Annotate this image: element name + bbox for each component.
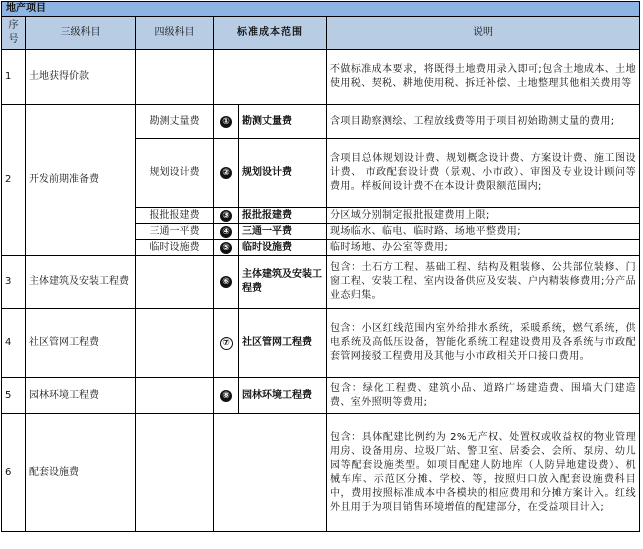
sub-standard: 规划设计费 [239,139,327,208]
row-level4 [136,256,214,309]
row-desc: 包含：土石方工程、基础工程、结构及粗装修、公共部位装修、门窗工程、安装工程、室内设备供应及安装、户内精装修费用;分产品业态归集。 [327,256,640,309]
row-level3: 社区管网工程费 [26,309,136,378]
sub-standard: 勘测丈量费 [239,105,327,139]
row-standard [214,414,327,532]
row-level3: 土地获得价款 [26,50,136,105]
bottom-crop [0,543,643,549]
row-seq: 3 [2,256,26,309]
marker-icon [214,378,239,414]
sub-level4: 临时设施费 [136,240,214,256]
row-level4 [136,378,214,414]
header-standard: 标准成本范围 [214,17,327,50]
table-row [2,105,640,139]
number-badge: ④ [220,226,232,238]
row-standard [214,50,327,105]
sub-standard: 报批报建费 [239,208,327,224]
number-badge: ② [220,167,232,179]
row-level3: 配套设施费 [26,414,136,532]
header-row [2,17,640,50]
marker-icon [214,208,239,224]
number-badge: ⑥ [220,276,232,288]
marker-icon [214,105,239,139]
sub-desc: 临时场地、办公室等费用; [327,240,640,256]
table-row [2,414,640,532]
number-badge: ① [220,116,232,128]
row-level4 [136,414,214,532]
sub-desc: 含项目勘察测绘、工程放线费等用于项目初始勘测丈量的费用; [327,105,640,139]
table-title: 地产项目 [2,2,640,17]
sub-desc: 分区域分别制定报批报建费用上限; [327,208,640,224]
sub-standard: 三通一平费 [239,224,327,240]
sub-level4: 报批报建费 [136,208,214,224]
table-row [2,50,640,105]
row-standard: 主体建筑及安装工程费 [239,256,327,309]
row-seq: 4 [2,309,26,378]
row-desc: 包含：具体配建比例约为 2%无产权、处置权或收益权的物业管理用房、设备用房、垃圾厂站、警卫室、居委会、会所、泵房、幼儿园等配套设施类型。如项目配建人防地库（人防异地建设费）、机械车库、示范区分摊、学校、等，按照归口放入配套设施费科目中，费用按照标准成本中各模块的相应费用和分摊方案计入。红线外且用于为项目销售环境增值的配建部分，在受益项目计入; [327,414,640,532]
table-row [2,378,640,414]
row-standard: 园林环境工程费 [239,378,327,414]
header-desc: 说明 [327,17,640,50]
row-desc: 不做标准成本要求，将既得土地费用录入即可;包含土地成本、土地使用税、契税、耕地使用税、拆迁补偿、土地整理其他相关费用等 [327,50,640,105]
header-level3: 三级科目 [26,17,136,50]
marker-icon [214,224,239,240]
row-level3: 主体建筑及安装工程费 [26,256,136,309]
row-level4 [136,309,214,378]
sub-desc: 含项目总体规划设计费、规划概念设计费、方案设计费、施工图设计费、 市政配套设计费（景观、小市政）、审图及专业设计顾问等费用。样板间设计费不在本设计费限额范围内; [327,139,640,208]
number-badge: ③ [220,210,232,222]
marker-icon [214,256,239,309]
row-seq: 2 [2,105,26,256]
table-title-row [2,2,640,17]
number-badge: ⑦ [220,337,233,350]
row-level4 [136,50,214,105]
sub-desc: 现场临水、临电、临时路、场地平整费用; [327,224,640,240]
marker-icon [214,309,239,378]
number-badge: ⑤ [220,242,232,254]
cost-table [1,1,640,532]
sub-level4: 三通一平费 [136,224,214,240]
number-badge: ⑧ [220,390,232,402]
table-row [2,256,640,309]
row-level3: 开发前期准备费 [26,105,136,256]
marker-icon [214,139,239,208]
row-standard: 社区管网工程费 [239,309,327,378]
sub-level4: 规划设计费 [136,139,214,208]
marker-icon [214,240,239,256]
row-seq: 1 [2,50,26,105]
table-row [2,309,640,378]
row-seq: 6 [2,414,26,532]
row-seq: 5 [2,378,26,414]
row-level3: 园林环境工程费 [26,378,136,414]
header-level4: 四级科目 [136,17,214,50]
row-desc: 包含：绿化工程费、建筑小品、道路广场建造费、围墙大门建造费、室外照明等费用; [327,378,640,414]
header-seq: 序号 [2,17,26,50]
sub-level4: 勘测丈量费 [136,105,214,139]
sub-standard: 临时设施费 [239,240,327,256]
row-desc: 包含：小区红线范围内室外给排水系统，采暖系统，燃气系统，供电系统及高低压设备，智能化系统工程建设费用及各系统与市政配套管网接驳工程费用及其他与小市政相关开口接口费用。 [327,309,640,378]
